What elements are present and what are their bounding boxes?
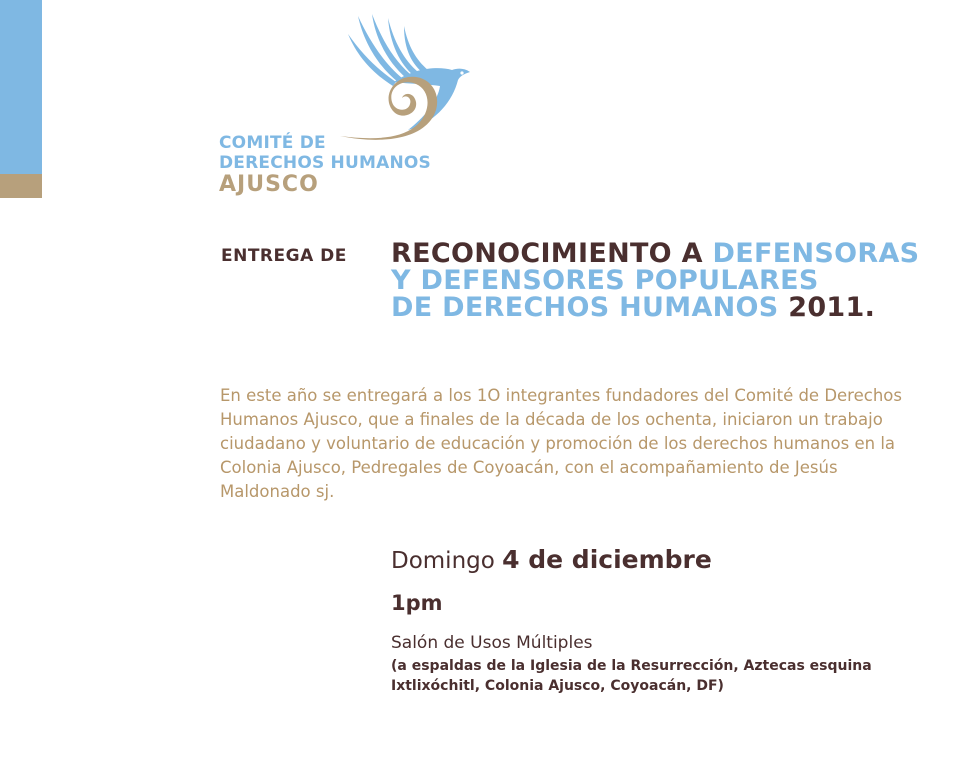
event-day-label: Domingo — [391, 548, 503, 574]
headline-line-1 — [391, 240, 919, 267]
headline-line-3 — [391, 294, 919, 321]
event-date-value: 4 de diciembre — [502, 545, 712, 574]
event-time: 1pm — [391, 591, 443, 615]
logo-line-derechos: DERECHOS HUMANOS — [219, 153, 431, 173]
side-accent-bar-gold — [0, 174, 42, 198]
event-venue: Salón de Usos Múltiples — [391, 633, 593, 653]
event-date — [391, 545, 712, 574]
headline-part-reconocimiento: RECONOCIMIENTO A — [391, 238, 713, 269]
logo-line-comite: COMITÉ DE — [219, 133, 326, 153]
logo-line-ajusco: AJUSCO — [219, 172, 319, 197]
headline-part-year: 2011. — [788, 292, 876, 323]
event-address: (a espaldas de la Iglesia de la Resurrección, Aztecas esquina Ixtlixóchitl, Colonia Ajusco, Coyoacán, DF) — [391, 658, 872, 694]
headline-part-defensoras: DEFENSORAS — [712, 238, 920, 269]
dove-spiral-icon — [330, 12, 480, 152]
headline — [391, 240, 919, 321]
description-paragraph: En este año se entregará a los 1O integrantes fundadores del Comité de Derechos Humanos Ajusco, que a finales de la década de los ochenta, iniciaron un trabajo ciudadano y voluntario de educación y promoción de los derechos humanos en la Colonia Ajusco, Pedregales de Coyoacán, con el acompañamiento de Jesús Maldonado sj. — [220, 386, 902, 501]
headline-line-2: Y DEFENSORES POPULARES — [391, 265, 819, 296]
heading-prefix: ENTREGA DE — [221, 246, 347, 266]
headline-part-derechos: DE DERECHOS HUMANOS — [391, 292, 789, 323]
side-accent-bar-blue — [0, 0, 42, 174]
logo-wordmark — [219, 133, 431, 197]
